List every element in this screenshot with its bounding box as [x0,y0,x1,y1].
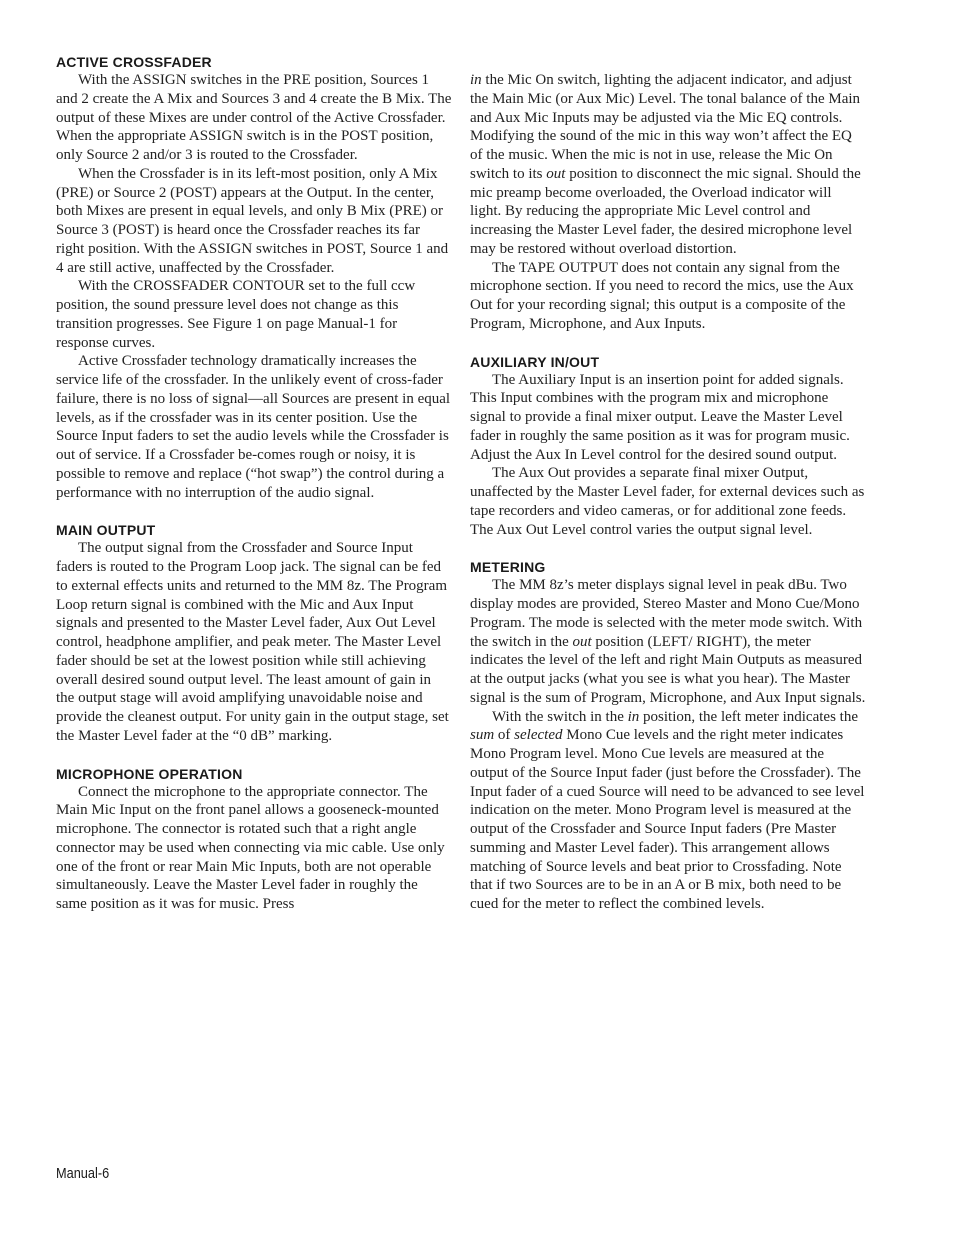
section-main-output [56,521,452,745]
paragraph: With the ASSIGN switches in the PRE position, Sources 1 and 2 create the A Mix and Sources 3 and 4 create the B Mix. The output of these Mixes are under control of the Active Crossfader. When the appropriate ASSIGN switch is in the POST position, only Source 2 and/or 3 is routed to the Crossfader. [56,72,452,163]
italic-text: in [627,708,640,725]
paragraph [470,708,866,914]
text-run: The MM 8z’s meter displays signal level in peak dBu. Two display modes are provided, Stereo Master and Mono Cue/Mono Program. The mode is selected with the meter mode switch. With the switch in the [470,577,863,650]
text-run: position to disconnect the mic signal. Should the mic preamp become overloaded, the Overload indicator will light. By reducing the appropriate Mic Level control and increasing the Master Level fader, the desired microphone level may be restored without overload distortion. [470,165,861,257]
section-active-crossfader [56,53,452,502]
right-column [470,53,866,933]
heading-metering: METERING [470,559,546,576]
paragraph: When the Crossfader is in its left-most position, only A Mix (PRE) or Source 2 (POST) appears at the Output. In the center, both Mixes are present in equal levels, and only B Mix (PRE) or Source 3 (POST) is heard once the Crossfader reaches its far right position. With the ASSIGN switches in POST, Source 1 and 4 are still active, unaffected by the Crossfader. [56,165,449,276]
italic-text: in [470,72,482,88]
italic-text: selected [514,727,563,744]
section-microphone-operation [56,765,452,914]
left-column [56,53,452,933]
paragraph: The output signal from the Crossfader and Source Input faders is routed to the Program Loop jack. The signal can be fed to external effects units and returned to the MM 8z. The Program Loop return signal is combined with the Mic and Aux Input signals and presented to the Master Level fader, Aux Out Level control, headphone amplifier, and peak meter. The Master Level fader should be set at the lowest position while still achieving overall desired sound output level. The least amount of gain in the output stage will avoid amplifying unavoidable noise and provide the cleanest output. For unity gain in the output stage, set the Master Level fader at the “0 dB” marking. [56,540,449,744]
italic-text: out [546,165,566,182]
paragraph: Connect the microphone to the appropriate connector. The Main Mic Input on the front panel allows a gooseneck-mounted microphone. The connector is rotated such that a right angle connector may be used when connecting via mic cable. Use only one of the front or rear Main Mic Inputs, both are not operable simultaneously. Leave the Master Level fader in roughly the same position as it was for music. Press [56,783,445,912]
heading-microphone-operation: MICROPHONE OPERATION [56,765,243,782]
paragraph: With the CROSSFADER CONTOUR set to the full ccw position, the sound pressure level does not change as this transition progresses. See Figure 1 on page Manual-1 for response curves. [56,278,416,351]
section-microphone-continued [470,71,866,334]
paragraph [470,576,866,707]
text-run: position (LEFT/ RIGHT), the meter indicates the level of the left and right Main Outputs as measured at the output jacks (what you see is what you hear). The Master signal is the sum of Program, Microphone, and Aux Input signals. [470,633,866,706]
heading-main-output: MAIN OUTPUT [56,522,156,539]
section-auxiliary [470,353,866,540]
section-metering [470,558,866,914]
italic-text: out [572,633,592,650]
text-run: position, the left meter indicates the [639,708,858,725]
text-run: Mono Cue levels and the right meter indicates Mono Program level. Mono Cue levels are measured at the output of the Source Input fader (just before the Crossfader). The Input fader of a cued Source will need to be advanced to see level indication on the meter. Mono Program level is measured at the output of the Crossfader and Source Input faders (Pre Master summing and Master Level fader). This arrangement allows matching of Source levels and beat prior to Crossfading. Note that if two Sources are to be in an A or B mix, both need to be cued for the meter to reflect the combined levels. [470,727,865,912]
heading-active-crossfader: ACTIVE CROSSFADER [56,54,212,70]
paragraph: Active Crossfader technology dramatically increases the service life of the crossfader. In the unlikely event of cross-fader failure, there is no loss of signal—all Sources are present in equal levels, as if the crossfader was in its center position. Use the Source Input faders to set the audio levels while the Crossfader is out of service. If a Crossfader be-comes rough or noisy, it is possible to remove and replace (“hot swap”) the control during a performance with no interruption of the audio signal. [56,353,451,501]
text-run: of [494,727,515,744]
paragraph [470,71,866,259]
text-run: With the switch in the [492,708,628,725]
paragraph: The Aux Out provides a separate final mixer Output, unaffected by the Master Level fader, for external devices such as tape recorders and video cameras, or for additional zone feeds. The Aux Out Level control varies the output signal level. [470,465,865,538]
text-run: the Mic On switch, lighting the adjacent indicator, and adjust the Main Mic (or Aux Mic) Level. The tonal balance of the Main and Aux Mic Inputs may be adjusted via the Mic EQ controls. Modifying the sound of the mic in this way won’t affect the EQ of the music. When the mic is not in use, release the Mic On switch to its [470,72,861,182]
paragraph: The Auxiliary Input is an insertion point for added signals. This Input combines with the program mix and microphone signal to provide a final mixer output. Leave the Master Level fader in roughly the same position as it was for program music. Adjust the Aux In Level control for the desired sound output. [470,371,850,463]
paragraph: The TAPE OUTPUT does not contain any signal from the microphone section. If you need to record the mics, use the Aux Out for your recording signal; this output is a composite of the Program, Microphone, and Aux Inputs. [470,259,854,332]
italic-text: sum [470,727,495,744]
page-number: Manual-6 [56,1165,110,1182]
heading-auxiliary: AUXILIARY IN/OUT [470,353,600,370]
